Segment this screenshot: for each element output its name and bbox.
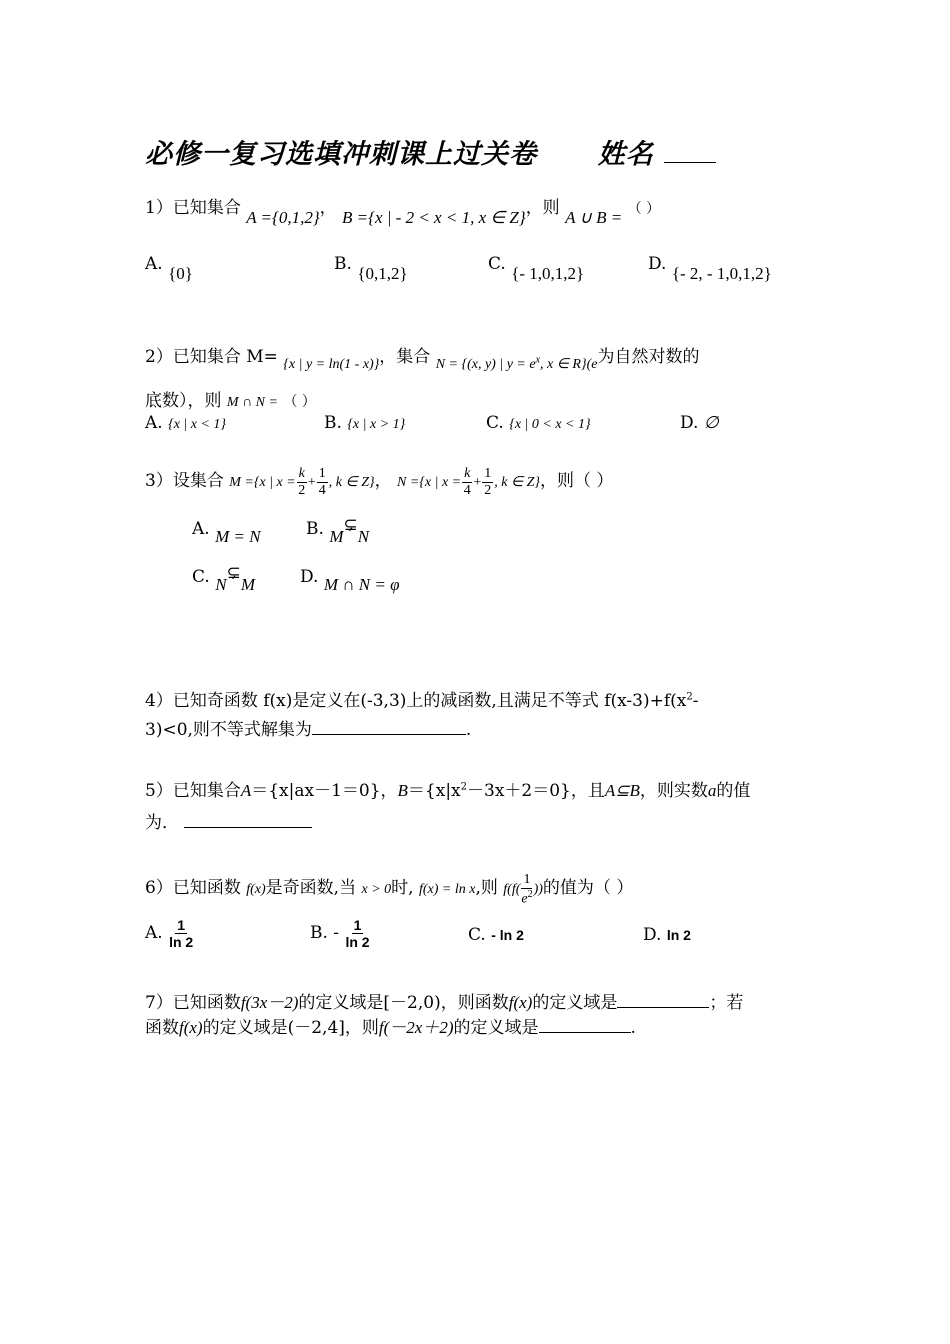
q3-set-n: N ={x | x = $\frac{k}{4}$ + $\frac{1}{2}$ , k ∈ Z} (397, 466, 541, 499)
q4-line1: 4）已知奇函数 f(x)是定义在(-3,3)上的减函数,且满足不等式 $f(x-3)+f(x^2-$ (145, 691, 699, 711)
q7-line2: 函数f(x)的定义域是(－2,4]，则f(－2x＋2)的定义域是 . (145, 1018, 636, 1038)
q3-option-a: A. M = N (192, 519, 261, 546)
q3-stem: 3）设集合 M ={x | x = $\frac{k}{2}$ + $\frac{1}{4}$ , k ∈ Z}， N ={x | x = $\frac{k}{4}$ + $\frac{1}{2}$ , k ∈ Z}，则（ ） (145, 466, 614, 499)
title-text: 必修一复习选填冲刺课上过关卷 (145, 139, 537, 170)
q3-option-d: D. M ∩ N = φ (300, 567, 400, 594)
q7-answer-blank-2 (539, 1032, 631, 1033)
q7-answer-blank-1 (617, 1007, 709, 1008)
q6-option-b: B. - $\frac{1}{\ln 2}$ (310, 917, 370, 950)
q1-label: 1）已知集合 (145, 198, 241, 218)
q1-option-d: D. {- 2, - 1,0,1,2} (648, 254, 772, 283)
q6-option-c: C. - ln 2 (468, 925, 524, 945)
q2-expr: M ∩ N = (226, 395, 278, 410)
q1-option-a: A. {0} (145, 254, 193, 283)
q1-expr: A ∪ B = (565, 208, 623, 227)
q5-line2: 为． (145, 808, 312, 833)
q6-stem: 6）已知函数 f(x)是奇函数,当 x > 0时, f(x) = ln x,则 f(f( $\frac{1}{e^2}$ ))的值为（ ） (145, 872, 634, 907)
q3-option-b: B. M⊊N (306, 515, 370, 546)
q2-option-d: D. ∅ (680, 413, 719, 433)
q1-comma1: ， (319, 198, 337, 218)
q4-answer-blank (312, 734, 466, 735)
q2-stem-line1: 2）已知集合 M= $_{\{x | y = ln(1 - x)\}}$，集合 $_{N = \{(x, y) | y = e^x, x \in R\}(e}$为自然对数的 (145, 347, 700, 372)
q1-set-a: A ={0,1,2} (246, 208, 320, 227)
q3-option-c: C. N⊊M (192, 563, 255, 594)
q6-expr: f(f( $\frac{1}{e^2}$ )) (503, 872, 543, 907)
q1-paren: （ ） (627, 201, 661, 217)
q2-stem-line2: 底数），则 M ∩ N = （ ） (145, 391, 316, 411)
page-title (145, 132, 716, 171)
name-blank (664, 162, 716, 163)
q2-option-a: A. {x | x < 1} (145, 413, 227, 433)
q2-option-b: B. {x | x > 1} (324, 413, 406, 433)
q2-option-c: C. {x | 0 < x < 1} (486, 413, 591, 433)
q6-option-a: A. $\frac{1}{\ln 2}$ (145, 917, 194, 950)
q3-set-m: M ={x | x = $\frac{k}{2}$ + $\frac{1}{4}$ , k ∈ Z} (229, 466, 375, 499)
name-label: 姓名 (597, 139, 654, 170)
q5-line1: 5）已知集合A＝{x|ax－1＝0}，$B=\{x|x^2-3x+2=0\}$，且A⊆B，则实数a的值 (145, 781, 751, 801)
q7-line1: 7）已知函数f(3x－2)的定义域是[－2,0)，则函数f(x)的定义域是 ；若 (145, 993, 744, 1013)
q1-comma2: ，则 (525, 198, 560, 218)
q6-option-d: D. ln 2 (643, 925, 691, 945)
q3-label: 3）设集合 (145, 471, 224, 491)
q1-stem (145, 193, 661, 227)
q2-set-m: {x | y = ln(1 - x)} (283, 357, 380, 372)
q2-label: 2）已知集合 M= (145, 347, 278, 367)
q1-set-b: B ={x | - 2 < x < 1, x ∈ Z} (342, 208, 526, 227)
q2-set-n: N = {(x, y) | y = ex, x ∈ R}(e (435, 354, 598, 372)
q1-option-c: C. {- 1,0,1,2} (488, 254, 585, 283)
q1-option-b: B. {0,1,2} (334, 254, 408, 283)
q4-line2: 3)<0,则不等式解集为 . (145, 720, 472, 740)
q5-answer-blank (184, 827, 312, 828)
